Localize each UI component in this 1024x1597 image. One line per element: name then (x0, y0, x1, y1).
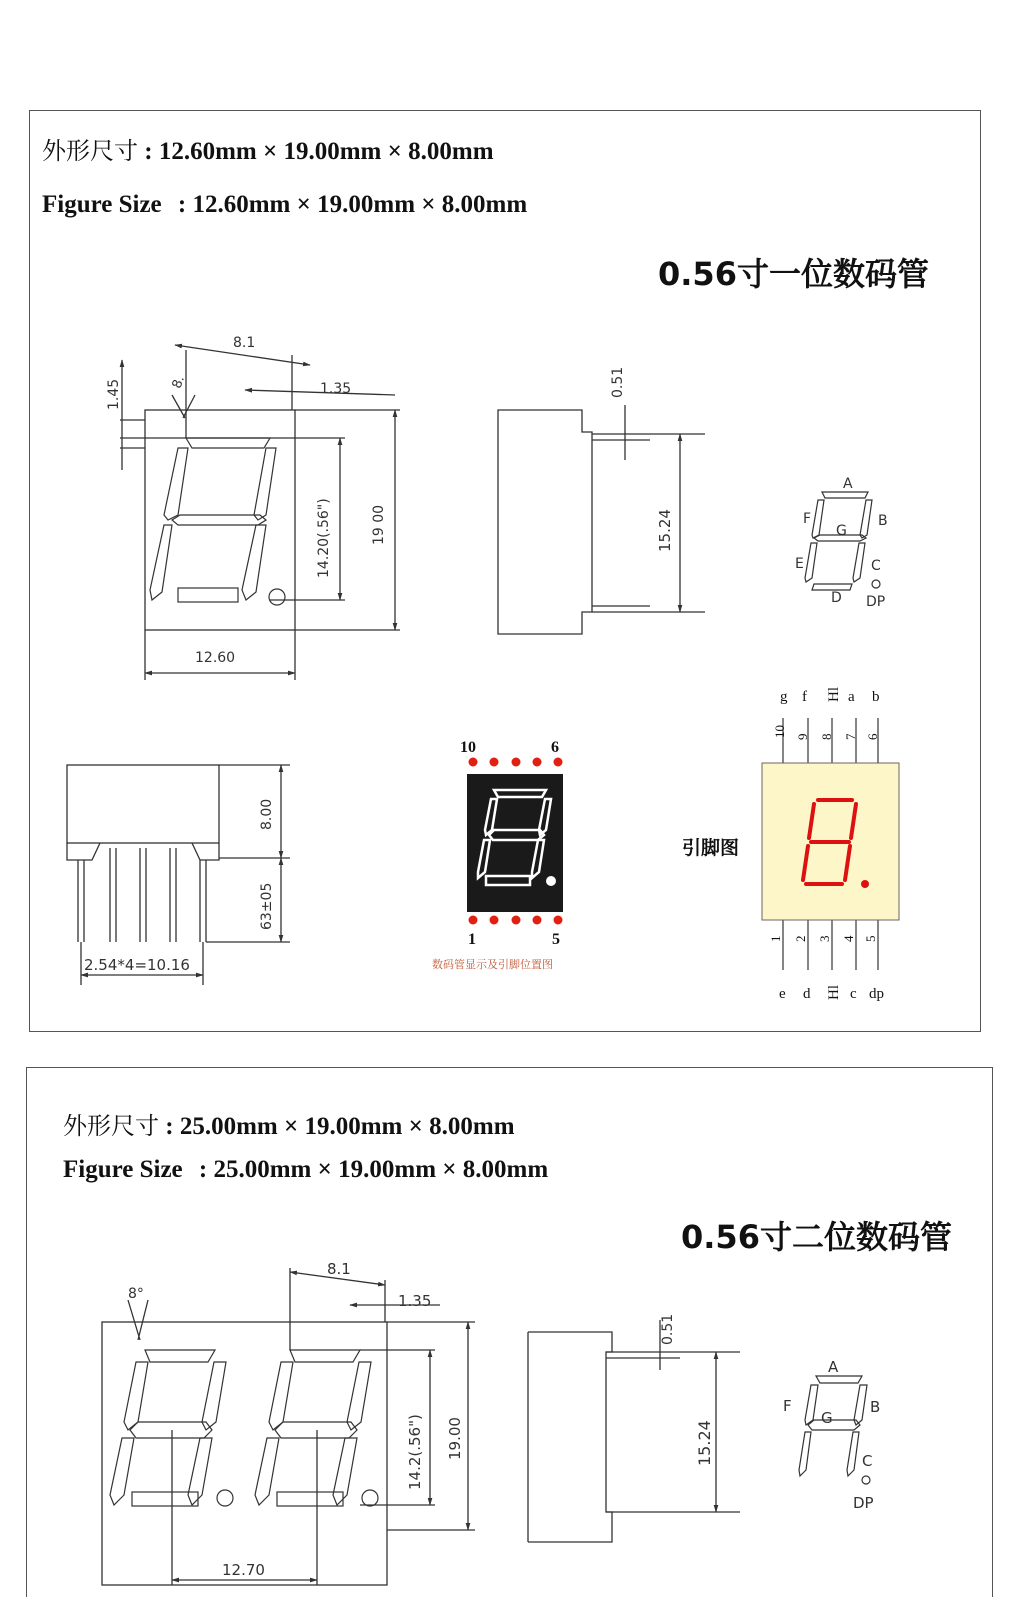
size-cn-value: : 25.00mm × 19.00mm × 8.00mm (165, 1113, 515, 1140)
seg-f: F (803, 511, 812, 527)
size-en-value: : 25.00mm × 19.00mm × 8.00mm (198, 1156, 549, 1183)
size-en-value: : 12.60mm × 19.00mm × 8.00mm (177, 191, 528, 218)
seg-c: C (862, 1452, 873, 1470)
dim-top-width: 8.1 (233, 335, 256, 351)
dim-height: 19 00 (371, 504, 387, 545)
seg-f: F (783, 1397, 792, 1415)
pin-number: 9 (795, 733, 810, 740)
size-en-label: Figure Size (63, 1156, 183, 1183)
pin-number: 8 (819, 733, 834, 740)
pin-letter-common: Hl (826, 985, 842, 1000)
pin-number: 4 (841, 935, 856, 942)
dim-pitch-height: 15.24 (695, 1420, 714, 1466)
dim-digit-height: 14.2(.56") (406, 1414, 424, 1490)
pin-number: 2 (793, 935, 808, 942)
dim-margin: 1.45 (106, 378, 122, 410)
pin-letter-common: Hl (826, 687, 842, 702)
seg-a: A (843, 476, 853, 492)
seg-dp: DP (866, 594, 886, 610)
pin-letter-b: b (872, 689, 880, 705)
dim-pitch-height: 15.24 (656, 509, 674, 552)
dim-lead: 0.51 (610, 366, 626, 398)
dim-offset: 1.35 (320, 381, 352, 397)
dim-top-width: 8.1 (327, 1260, 351, 1278)
seg-b: B (870, 1398, 881, 1416)
dim-body-depth: 8.00 (259, 798, 275, 830)
pin-number: 5 (863, 935, 878, 942)
pin-number: 3 (817, 935, 832, 942)
dim-angle: 8° (128, 1286, 144, 1302)
segment-diagram-2 (799, 1376, 873, 1484)
panel-title: 0.56寸二位数码管 (681, 1218, 952, 1256)
pin-letter-g: g (780, 689, 788, 705)
dim-width: 12.60 (195, 650, 236, 666)
pin-5-label: 5 (552, 931, 560, 948)
pin-letter-c: c (850, 986, 857, 1002)
seg-d: D (831, 590, 842, 606)
size-cn-label: 外形尺寸 (42, 137, 138, 165)
size-cn-label: 外形尺寸 (63, 1112, 159, 1140)
seg-b: B (878, 513, 888, 529)
dim-offset: 1.35 (398, 1292, 432, 1310)
pin-number: 6 (865, 733, 880, 740)
pin-letter-a: a (848, 689, 855, 705)
pin-number: 7 (843, 733, 858, 740)
dim-digit-height: 14.20(.56") (316, 498, 332, 578)
pin-letter-e: e (779, 986, 786, 1002)
dim-pitch: 12.70 (222, 1561, 265, 1579)
pin-number: 10 (772, 725, 787, 738)
dim-pin-pitch: 2.54*4=10.16 (84, 956, 190, 974)
seg-g: G (836, 523, 847, 539)
panel-title: 0.56寸一位数码管 (658, 255, 929, 293)
display-caption: 数码管显示及引脚位置图 (432, 958, 553, 971)
size-cn-value: : 12.60mm × 19.00mm × 8.00mm (144, 138, 494, 165)
seg-c: C (871, 558, 881, 574)
pin-number: 1 (768, 935, 783, 942)
seg-e: E (795, 556, 804, 572)
dim-lead: 0.51 (660, 1313, 676, 1345)
pin-1-label: 1 (468, 931, 476, 948)
seg-g: G (821, 1409, 833, 1427)
pin-6-label: 6 (551, 739, 559, 756)
size-en-label: Figure Size (42, 191, 162, 218)
pin-10-label: 10 (460, 739, 476, 756)
dim-pin-length: 63±05 (259, 882, 275, 930)
pin-letter-dp: dp (869, 986, 884, 1002)
dim-height: 19.00 (446, 1417, 464, 1460)
seg-a: A (828, 1358, 839, 1376)
pinout-label: 引脚图 (682, 837, 740, 859)
pin-letter-d: d (803, 986, 811, 1002)
seg-dp: DP (853, 1494, 874, 1512)
dim-angle: 8. (169, 373, 188, 391)
pin-letter-f: f (802, 689, 807, 705)
